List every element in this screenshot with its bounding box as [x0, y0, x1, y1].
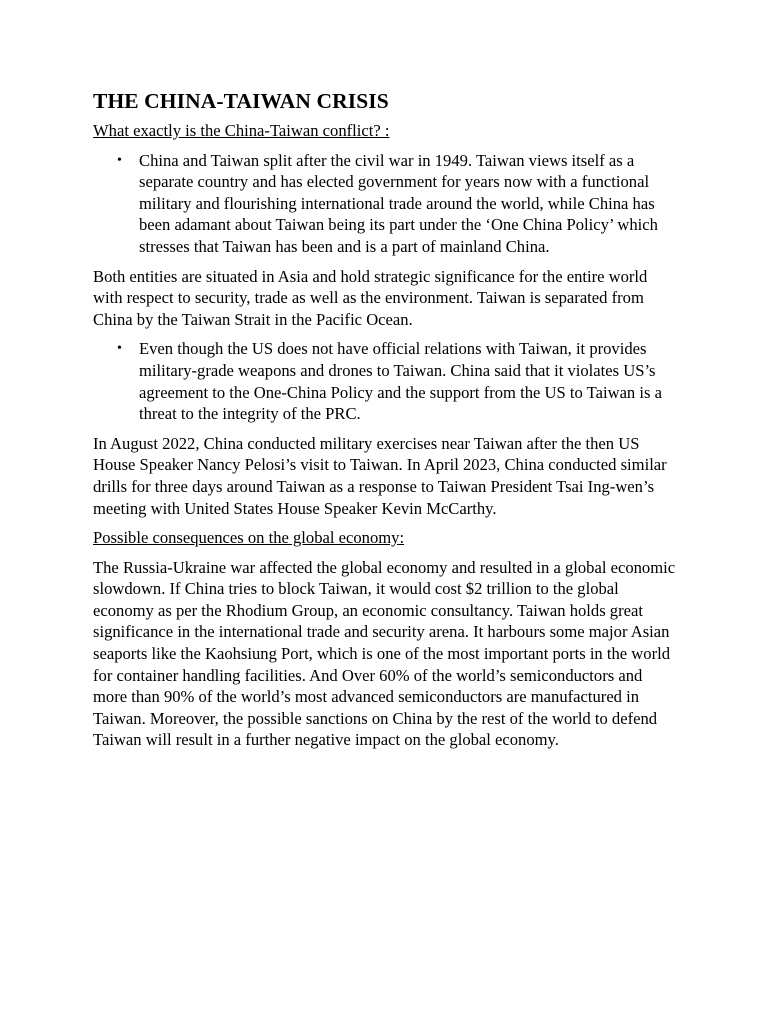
- document-page: [93, 88, 678, 759]
- list-item: [93, 150, 678, 258]
- bullet-icon: •: [117, 341, 122, 357]
- paragraph-geography: Both entities are situated in Asia and hold strategic significance for the entire world with respect to security, trade as well as the environment. Taiwan is separated from China by the Taiwan Strait in the Pacific Ocean.: [93, 266, 648, 329]
- list-item: [93, 338, 678, 424]
- section-heading-consequences: Possible consequences on the global economy:: [93, 528, 405, 548]
- document-title: THE CHINA-TAIWAN CRISIS: [93, 89, 389, 113]
- paragraph-military-exercises: In August 2022, China conducted military exercises near Taiwan after the then US House Speaker Nancy Pelosi’s visit to Taiwan. In April 2023, China conducted similar drills for three days around Taiwan as a response to Taiwan President Tsai Ing-wen’s meeting with United States House Speaker Kevin McCarthy.: [93, 433, 667, 518]
- bullet-text: China and Taiwan split after the civil war in 1949. Taiwan views itself as a separate country and has elected government for years now with a functional military and flourishing international trade around the world, while China has been adamant about Taiwan being its part under the ‘One China Policy’ which stresses that Taiwan has been and is a part of mainland China.: [139, 150, 658, 256]
- bullet-text: Even though the US does not have official relations with Taiwan, it provides military-grade weapons and drones to Taiwan. China said that it violates US’s agreement to the One-China Policy and the support from the US to Taiwan is a threat to the integrity of the PRC.: [139, 339, 662, 424]
- bullet-list-1: [93, 150, 678, 258]
- paragraph-global-economy: The Russia-Ukraine war affected the global economy and resulted in a global economic slowdown. If China tries to block Taiwan, it would cost $2 trillion to the global economy as per the Rhodium Group, an economic consultancy. Taiwan holds great significance in the international trade and security arena. It harbours some major Asian seaports like the Kaohsiung Port, which is one of the most important ports in the world for container handling facilities. And Over 60% of the world’s semiconductors and more than 90% of the world’s most advanced semiconductors are manufactured in Taiwan. Moreover, the possible sanctions on China by the rest of the world to defend Taiwan will result in a further negative impact on the global economy.: [93, 557, 676, 750]
- section-heading-conflict: What exactly is the China-Taiwan conflict? :: [93, 121, 390, 140]
- bullet-icon: •: [117, 152, 122, 168]
- bullet-list-2: [93, 338, 678, 424]
